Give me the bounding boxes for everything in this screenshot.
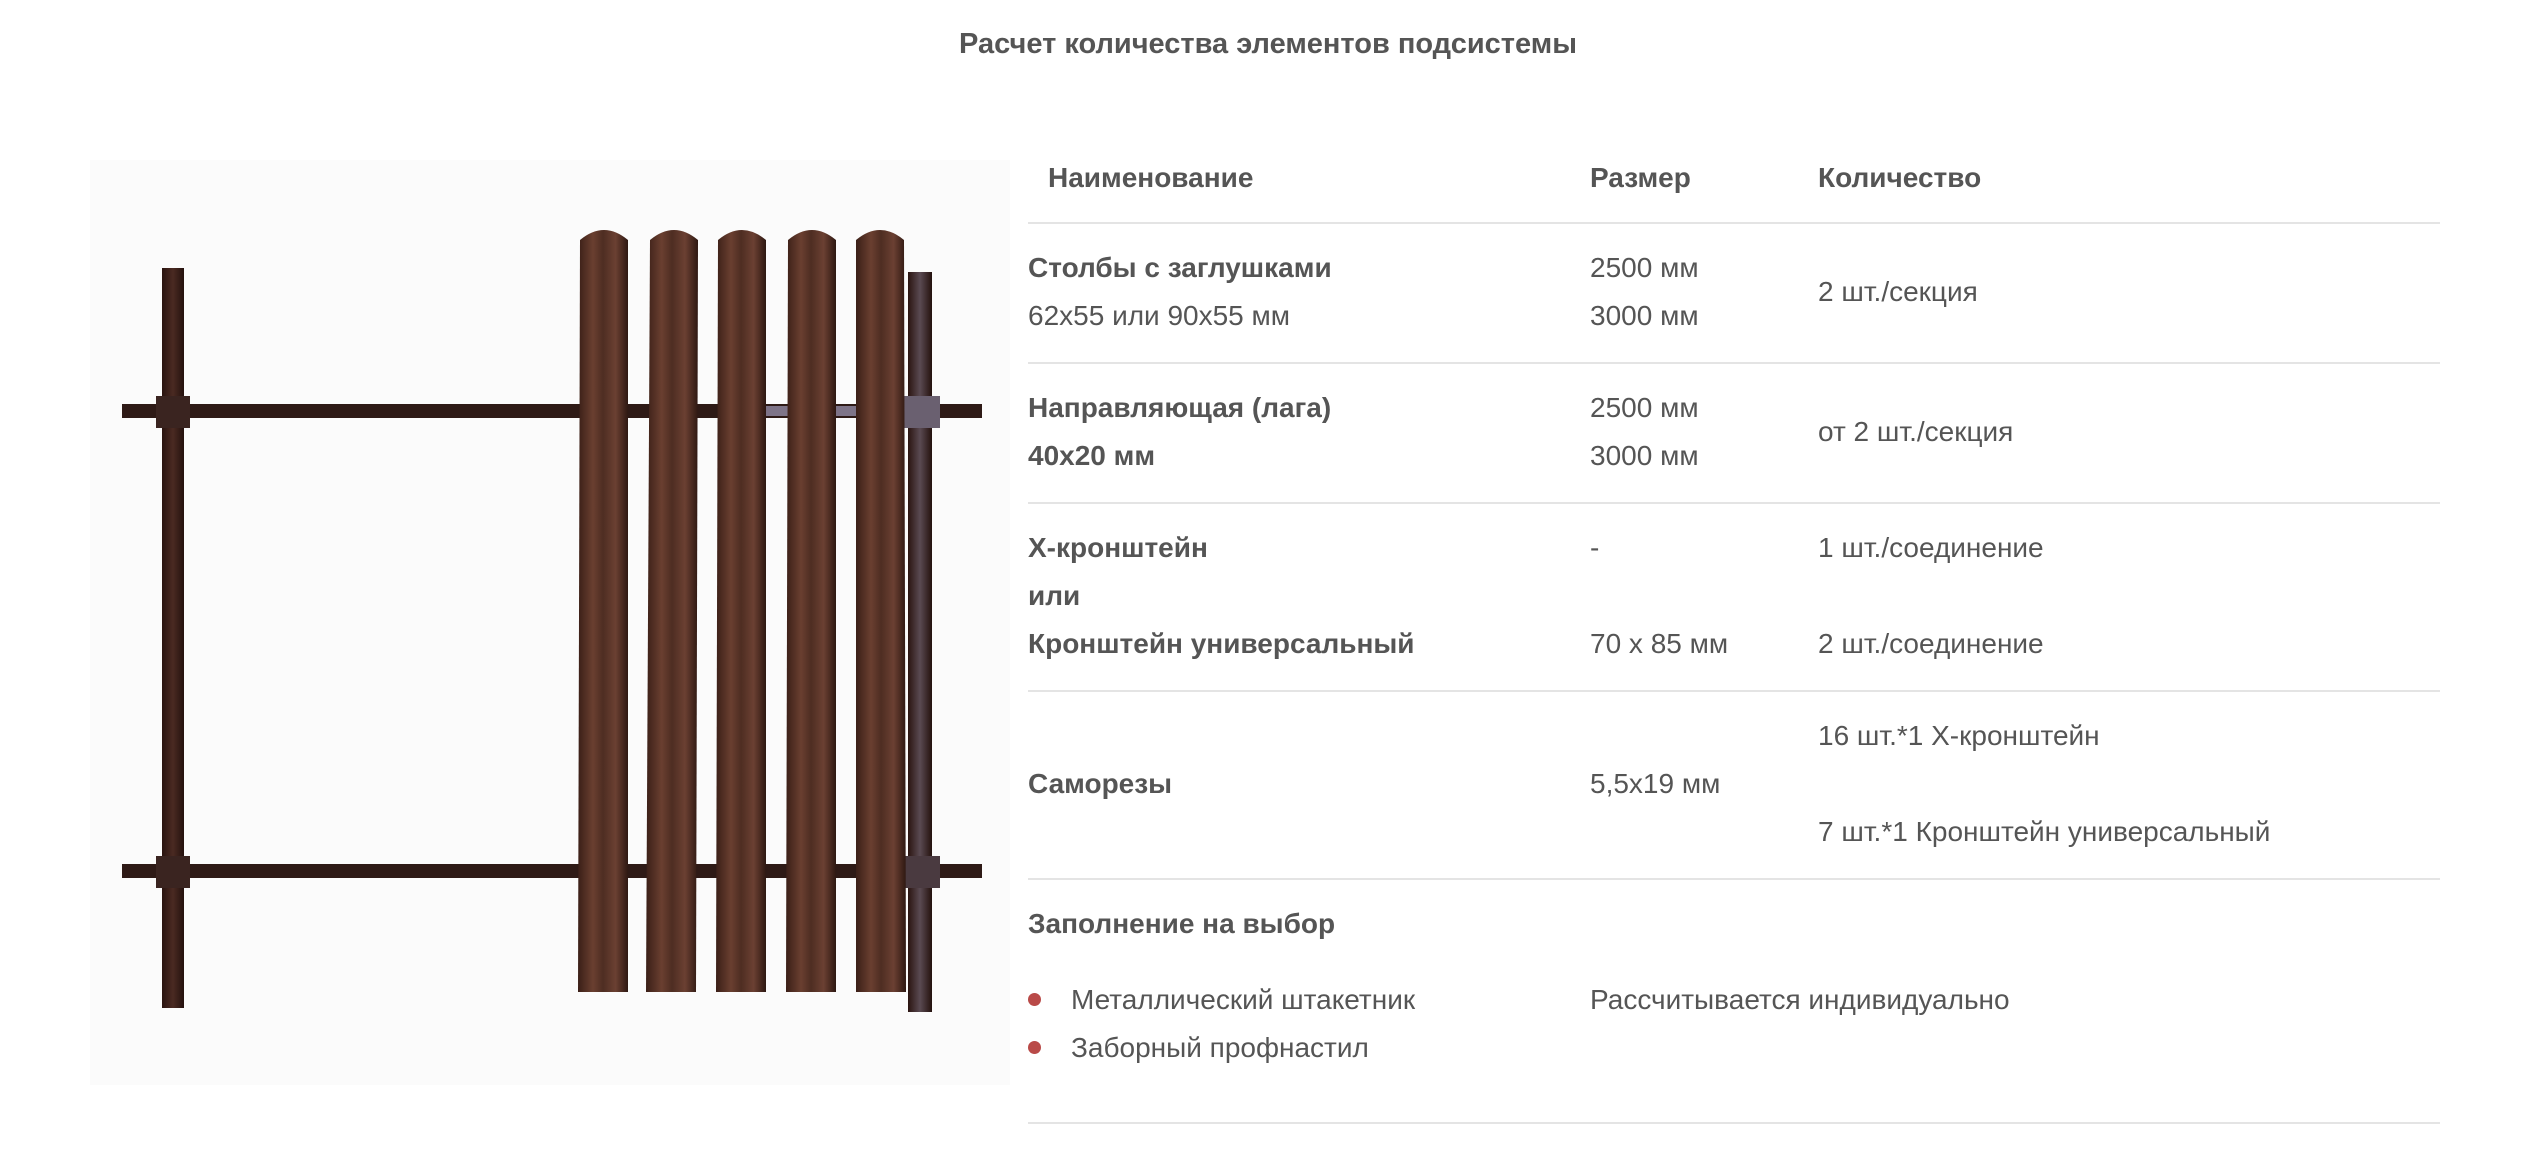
rail-size-1: 2500 мм [1590,392,1699,423]
bullet-icon [1028,993,1041,1006]
table-row-posts [1028,224,2440,364]
header-name: Наименование [1048,162,1254,193]
posts-size-2: 3000 мм [1590,300,1699,331]
fill-option: Металлический штакетник [1028,976,1415,1024]
pickets [578,230,906,992]
rail-size-2: 3000 мм [1590,440,1699,471]
table-header [1028,140,2440,224]
bottom-rail [122,864,982,878]
screws-qty-1: 16 шт.*1 X-кронштейн [1818,720,2100,751]
bracket-qty-1: 1 шт./соединение [1818,532,2044,563]
bracket-name-1: X-кронштейн [1028,532,1208,563]
left-post [162,268,184,1008]
table-row-bracket [1028,504,2440,692]
bracket-size-2: 70 х 85 мм [1590,628,1729,659]
table-row-rail [1028,364,2440,504]
fill-option: Заборный профнастил [1028,1024,1415,1072]
posts-qty: 2 шт./секция [1818,276,1978,307]
bracket-or: или [1028,580,1081,611]
posts-spec: 62x55 или 90x55 мм [1028,300,1291,331]
posts-size-1: 2500 мм [1590,252,1699,283]
fill-name: Заполнение на выбор [1028,908,1336,939]
bullet-icon [1028,1041,1041,1054]
rail-name: Направляющая (лага) [1028,392,1332,423]
screws-name: Саморезы [1028,768,1173,799]
header-size: Размер [1590,162,1691,193]
posts-name: Столбы с заглушками [1028,252,1332,283]
table-row-screws [1028,692,2440,880]
rail-qty: от 2 шт./секция [1818,416,2014,447]
header-qty: Количество [1818,162,1982,193]
fence-illustration [90,160,1010,1085]
bracket-qty-2: 2 шт./соединение [1818,628,2044,659]
bracket-name-2: Кронштейн универсальный [1028,628,1415,659]
rail-spec: 40x20 мм [1028,440,1156,471]
bracket-size-1: - [1590,532,1600,563]
fence-image [90,160,1010,1085]
table-row-fill [1028,880,2440,1124]
right-post [908,272,932,1012]
screws-qty-2: 7 шт.*1 Кронштейн универсальный [1818,816,2271,847]
fill-note: Рассчитывается индивидуально [1590,984,2010,1015]
screws-size: 5,5x19 мм [1590,768,1721,799]
page-title: Расчет количества элементов подсистемы [959,28,1577,60]
spec-table [1028,140,2440,1124]
